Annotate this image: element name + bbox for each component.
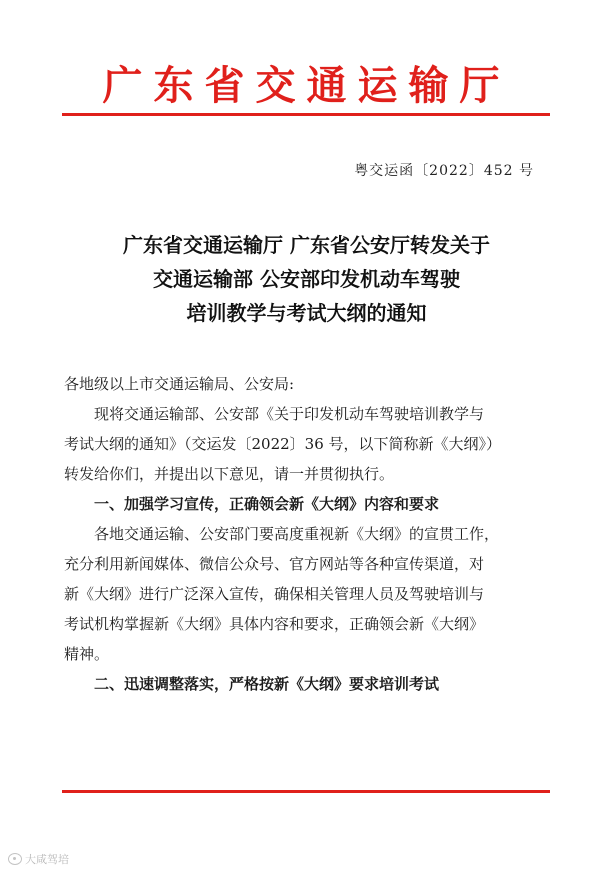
watermark-text: 大咸驾培 xyxy=(25,853,69,866)
watermark-logo-icon xyxy=(8,853,22,865)
intro-line: 考试大纲的通知》（交运发〔2022〕36 号，以下简称新《大纲》） xyxy=(64,435,502,453)
footer-red-rule xyxy=(62,790,550,793)
title-line: 交通运输部 公安部印发机动车驾驶 xyxy=(153,267,460,291)
title-line: 培训教学与考试大纲的通知 xyxy=(186,301,427,325)
section-heading-2: 二、迅速调整落实，严格按新《大纲》要求培训考试 xyxy=(94,675,440,693)
salutation: 各地级以上市交通运输局、公安局: xyxy=(64,375,295,393)
section1-line: 充分利用新闻媒体、微信公众号、官方网站等各种宣传渠道，对 xyxy=(64,555,485,573)
intro-line: 转发给你们，并提出以下意见，请一并贯彻执行。 xyxy=(64,465,395,483)
watermark xyxy=(8,851,69,867)
section1-line: 新《大纲》进行广泛深入宣传，确保相关管理人员及驾驶培训与 xyxy=(64,585,485,603)
intro-line: 现将交通运输部、公安部《关于印发机动车驾驶培训教学与 xyxy=(94,405,485,423)
document-number: 粤交运函〔2022〕452 号 xyxy=(354,163,534,179)
section1-line: 各地交通运输、公安部门要高度重视新《大纲》的宣贯工作， xyxy=(94,525,500,543)
document-body xyxy=(64,369,548,699)
header-red-rule xyxy=(62,113,550,116)
section-heading-1: 一、加强学习宣传，正确领会新《大纲》内容和要求 xyxy=(94,495,440,513)
section1-line: 考试机构掌握新《大纲》具体内容和要求，正确领会新《大纲》 xyxy=(64,615,485,633)
document-title xyxy=(0,228,613,330)
issuer-header: 广东省交通运输厅 xyxy=(102,62,511,109)
title-line: 广东省交通运输厅 广东省公安厅转发关于 xyxy=(123,233,490,257)
section1-line: 精神。 xyxy=(64,645,110,663)
